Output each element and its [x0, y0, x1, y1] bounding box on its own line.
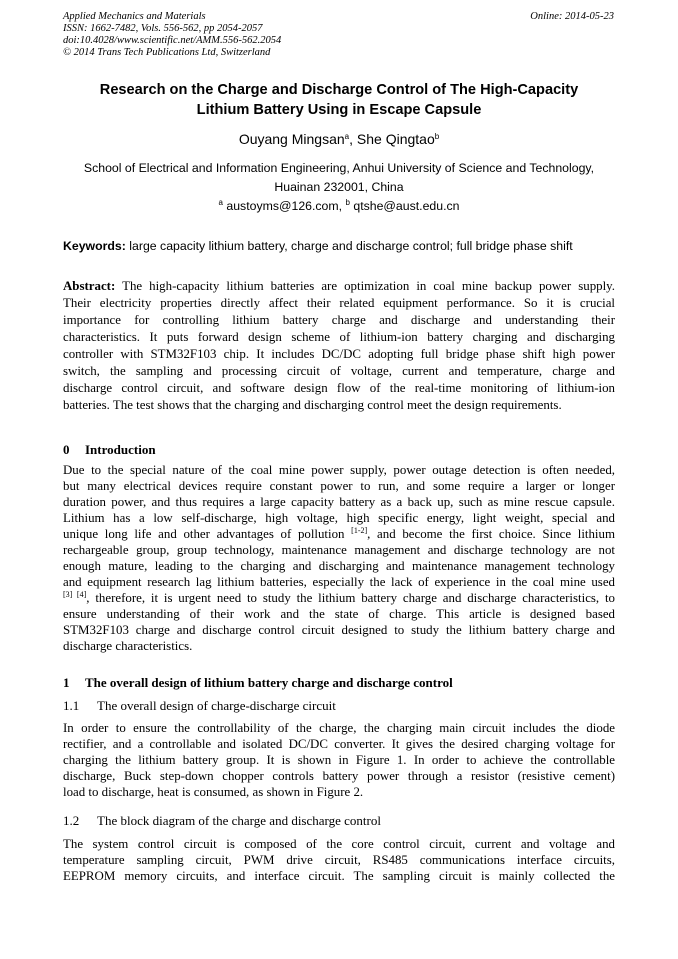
- text-line: [63, 380, 615, 397]
- section-title: The overall design of lithium battery charge and discharge control: [85, 675, 453, 690]
- text-line: [63, 852, 615, 868]
- line-text: importance for controlling lithium battery charge and discharge and understanding their: [63, 313, 615, 327]
- text-line: [63, 397, 615, 414]
- text-line: [63, 868, 615, 884]
- email: austoyms@126.com,: [222, 199, 346, 213]
- line-text: controller with STM32F103 chip. It includes DC/DC adopting full bridge phase shift high power: [63, 347, 615, 361]
- text-line: [63, 836, 615, 852]
- author-sep: ,: [349, 131, 357, 147]
- line-text: ensure understanding of their work and the state of charge. This article is designed based: [63, 607, 615, 621]
- line-text: temperature sampling circuit, PWM drive circuit, RS485 communications interface circuits,: [63, 853, 615, 867]
- affiliation-line: Huainan 232001, China: [274, 179, 404, 194]
- abstract: [63, 278, 615, 414]
- line-text: Their electricity properties directly affect their related equipment performance. So it is crucial: [63, 296, 615, 310]
- text-line: [63, 606, 615, 622]
- text-line: [63, 312, 615, 329]
- line-text: load to discharge, heat is consumed, as shown in Figure 2.: [63, 785, 364, 799]
- line-text: and equipment research lag lithium batteries, especially the lack of experience in the coal mine used: [63, 575, 615, 589]
- emails: [0, 199, 678, 213]
- copyright: © 2014 Trans Tech Publications Ltd, Switzerland: [63, 47, 271, 58]
- line-text: batteries. The test shows that the charging and discharging control meet the design requirements.: [63, 398, 562, 412]
- text-line: [63, 590, 615, 606]
- email: qtshe@aust.edu.cn: [349, 199, 460, 213]
- text-line: [63, 278, 615, 295]
- line-text: duration power, and thus requires a large capacity battery as a back up, such as mine rescue capsule.: [63, 495, 615, 509]
- authors: [0, 131, 678, 147]
- line-text: , and become the first choice. Since lithium: [367, 527, 615, 541]
- abstract-label: Abstract:: [63, 279, 116, 293]
- author: Ouyang Mingsan: [238, 131, 345, 147]
- text-line: [63, 526, 615, 542]
- citation: [1-2]: [351, 526, 368, 535]
- text-line: [63, 638, 615, 654]
- text-line: [63, 784, 615, 800]
- line-text: characteristics. It puts forward design scheme of lithium-ion battery charging and discharging: [63, 330, 615, 344]
- text-line: [63, 478, 615, 494]
- intro-paragraph: [63, 462, 615, 654]
- section-title: Introduction: [85, 442, 156, 457]
- line-text: enough mature, leading to the charging and discharging and maintenance management technology: [63, 559, 615, 573]
- author-sup: b: [434, 132, 440, 141]
- subsection-1-1-paragraph: [63, 720, 615, 800]
- journal-name: Applied Mechanics and Materials: [63, 11, 206, 22]
- line-text: The system control circuit is composed of the core control circuit, current and voltage and: [63, 837, 615, 851]
- line-text: discharge, Buck step-down chopper controls battery power through a resistor (resistive cement): [63, 769, 615, 783]
- line-text: Due to the special nature of the coal mine power supply, power outage detection is often needed,: [63, 463, 615, 477]
- subsection-title: The overall design of charge-discharge circuit: [97, 698, 336, 713]
- paper-title: [40, 80, 638, 120]
- line-text: switch, the sampling and processing circuit of voltage, current and temperature, charge and: [63, 364, 615, 378]
- text-line: [63, 363, 615, 380]
- text-line: [63, 462, 615, 478]
- text-line: [63, 542, 615, 558]
- subsection-number: 1.1: [63, 698, 80, 713]
- text-line: [63, 558, 615, 574]
- section-number: 0: [63, 442, 70, 457]
- issn: ISSN: 1662-7482, Vols. 556-562, pp 2054-2057: [63, 23, 263, 34]
- author: She Qingtao: [356, 131, 435, 147]
- line-text: but many electrical devices require constant power to run, and some require a larger or longer: [63, 479, 615, 493]
- line-text: discharge control circuit, and software design flow of the real-time monitoring of lithium-ion: [63, 381, 615, 395]
- affiliation: [40, 159, 638, 196]
- text-line: [63, 346, 615, 363]
- line-text: charging the lithium battery group. It is shown in Figure 1. In order to achieve the controllable: [63, 753, 615, 767]
- section-number: 1: [63, 675, 70, 690]
- text-line: [63, 752, 615, 768]
- text-line: [63, 768, 615, 784]
- text-line: [63, 574, 615, 590]
- line-text: unique long life and other advantages of pollution: [63, 527, 352, 541]
- intro-heading: [63, 442, 615, 458]
- text-line: [63, 510, 615, 526]
- subsection-1-2-heading: [63, 813, 615, 829]
- author-sup: a: [344, 132, 350, 141]
- line-text: Lithium has a low self-discharge, high voltage, high specific energy, light weight, special and: [63, 511, 615, 525]
- line-text: In order to ensure the controllability of the charge, the charging main circuit includes the diode: [63, 721, 615, 735]
- keywords: [63, 239, 573, 253]
- subsection-title: The block diagram of the charge and discharge control: [97, 813, 381, 828]
- text-line: [63, 329, 615, 346]
- email-sup: b: [345, 198, 350, 207]
- doi: doi:10.4028/www.scientific.net/AMM.556-562.2054: [63, 35, 282, 46]
- line-text: EEPROM memory circuits, and interface circuit. The sampling circuit is mainly collected the: [63, 869, 615, 883]
- journal-header: [63, 11, 281, 59]
- text-line: [63, 720, 615, 736]
- line-text: STM32F103 charge and discharge control circuit designed to study the lithium battery charge and: [63, 623, 615, 637]
- citation: [3] [4]: [63, 590, 87, 599]
- keywords-text: large capacity lithium battery, charge and discharge control; full bridge phase shift: [125, 239, 573, 253]
- section1-heading: [63, 675, 615, 691]
- line-text: , therefore, it is urgent need to study the lithium battery charge and discharge characteristics, to: [86, 591, 616, 605]
- line-text: rectifier, and a controllable and isolated DC/DC converter. It gives the desired charging voltage for: [63, 737, 615, 751]
- title-line: Research on the Charge and Discharge Control of The High-Capacity: [99, 82, 579, 98]
- text-line: [63, 295, 615, 312]
- subsection-number: 1.2: [63, 813, 80, 828]
- title-line: Lithium Battery Using in Escape Capsule: [196, 102, 482, 118]
- affiliation-line: School of Electrical and Information Engineering, Anhui University of Science and Technology,: [83, 161, 595, 175]
- text-line: [63, 494, 615, 510]
- keywords-label: Keywords:: [63, 239, 126, 253]
- text-line: [63, 622, 615, 638]
- subsection-1-2-paragraph: [63, 836, 615, 884]
- line-text: discharge characteristics.: [63, 639, 193, 653]
- line-text: rechargeable group, group technology, maintenance management and discharge technology are not: [63, 543, 615, 557]
- line-text: The high-capacity lithium batteries are optimization in coal mine backup power supply.: [115, 279, 615, 293]
- text-line: [63, 736, 615, 752]
- email-sup: a: [218, 198, 223, 207]
- subsection-1-1-heading: [63, 698, 615, 714]
- online-date: Online: 2014-05-23: [530, 11, 614, 22]
